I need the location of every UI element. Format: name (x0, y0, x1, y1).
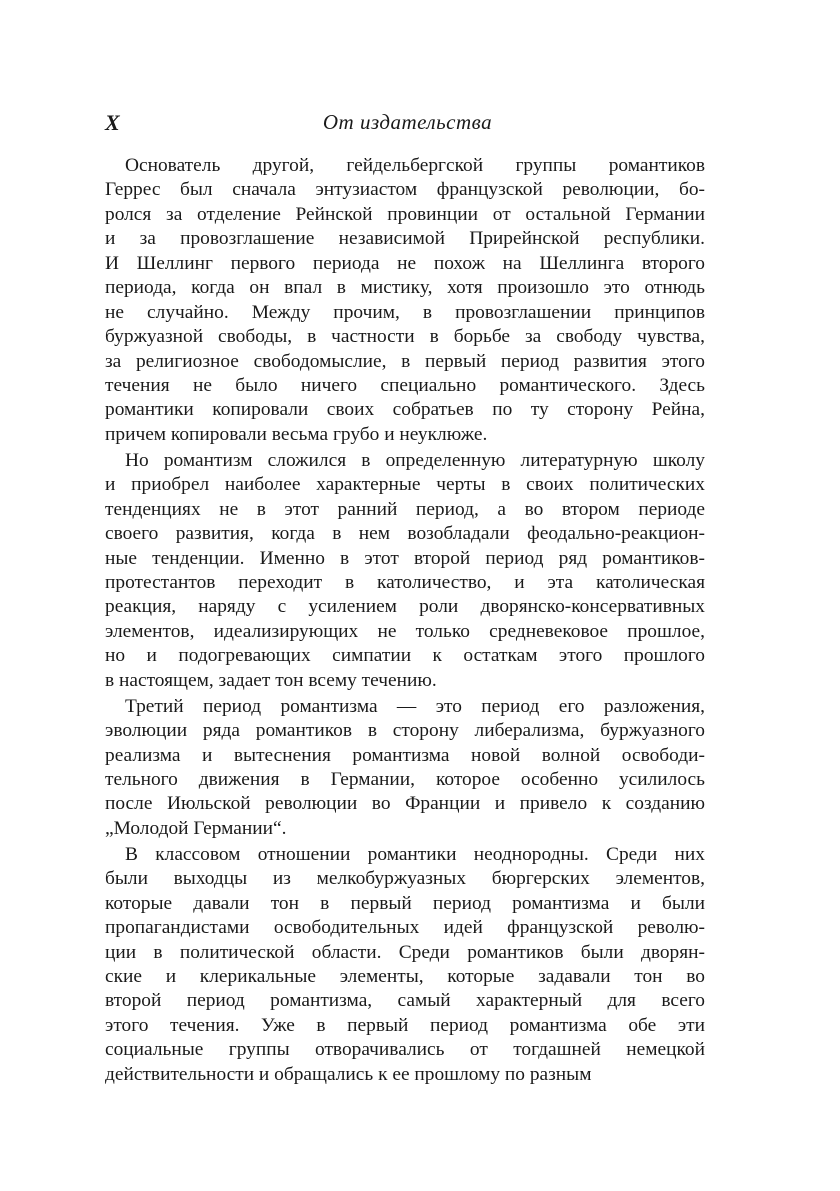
text-line: и приобрел наиболее характерные черты в своих политических (105, 474, 705, 496)
text-line: социальные группы отворачивались от тогдашней немецкой (105, 1039, 705, 1061)
text-line: тельного движения в Германии, которое особенно усилилось (105, 768, 705, 790)
paragraph (105, 154, 705, 447)
paragraph (105, 843, 705, 1087)
text-line: И Шеллинг первого периода не похож на Шеллинга второго (105, 252, 705, 274)
text-line: В классовом отношении романтики неоднородны. Среди них (125, 843, 705, 865)
page-header (105, 110, 710, 144)
text-line: не случайно. Между прочим, в провозглашении принципов (105, 301, 705, 323)
text-line: „Молодой Германии“. (105, 817, 287, 839)
text-line: своего развития, когда в нем возобладали феодально-реакцион- (105, 523, 705, 545)
body-text (105, 154, 705, 1089)
paragraph (105, 695, 705, 842)
text-line: после Июльской революции во Франции и привело к созданию (105, 793, 705, 815)
text-line: но и подогревающих симпатии к остаткам этого прошлого (105, 645, 705, 667)
text-line: второй период романтизма, самый характерный для всего (105, 990, 705, 1012)
text-line: романтики копировали своих собратьев по ту сторону Рейна, (105, 399, 705, 421)
text-line: Геррес был сначала энтузиастом французской революции, бо- (105, 179, 705, 201)
text-line: реакция, наряду с усилением роли дворянско-консервативных (105, 596, 705, 618)
text-line: пропагандистами освободительных идей французской револю- (105, 917, 705, 939)
running-title: От издательства (322, 110, 493, 134)
page-number: X (105, 110, 120, 135)
text-line: этого течения. Уже в первый период романтизма обе эти (105, 1014, 705, 1036)
text-line: Но романтизм сложился в определенную литературную школу (125, 449, 705, 471)
text-line: действительности и обращались к ее прошлому по разным (105, 1063, 592, 1085)
text-line: Основатель другой, гейдельбергской группы романтиков (125, 155, 705, 176)
text-line: элементов, идеализирующих не только средневековое прошлое, (105, 620, 705, 642)
text-line: реализма и вытеснения романтизма новой волной освободи- (105, 744, 705, 766)
text-line: за религиозное свободомыслие, в первый период развития этого (105, 350, 705, 372)
text-line: которые давали тон в первый период романтизма и были (105, 892, 705, 914)
text-line: и за провозглашение независимой Прирейнской республики. (105, 228, 705, 250)
text-line: тенденциях не в этот ранний период, а во втором периоде (105, 498, 705, 520)
text-line: в настоящем, задает тон всему течению. (105, 669, 437, 691)
paragraph (105, 449, 705, 693)
text-line: ные тенденции. Именно в этот второй период ряд романтиков- (105, 547, 705, 569)
text-line: протестантов переходит в католичество, и эта католическая (105, 571, 705, 593)
text-line: Третий период романтизма — это период его разложения, (125, 695, 705, 717)
text-line: течения не было ничего специально романтического. Здесь (105, 374, 705, 396)
text-line: периода, когда он впал в мистику, хотя произошло это отнюдь (105, 277, 705, 299)
text-line: эволюции ряда романтиков в сторону либерализма, буржуазного (105, 720, 705, 742)
text-line: ции в политической области. Среди романтиков были дворян- (105, 941, 705, 963)
text-line: ролся за отделение Рейнской провинции от остальной Германии (105, 203, 705, 225)
text-line: буржуазной свободы, в частности в борьбе за свободу чувства, (105, 326, 705, 348)
text-line: причем копировали весьма грубо и неуклюже. (105, 423, 488, 445)
text-line: были выходцы из мелкобуржуазных бюргерских элементов, (105, 868, 705, 890)
text-line: ские и клерикальные элементы, которые задавали тон во (105, 965, 705, 987)
